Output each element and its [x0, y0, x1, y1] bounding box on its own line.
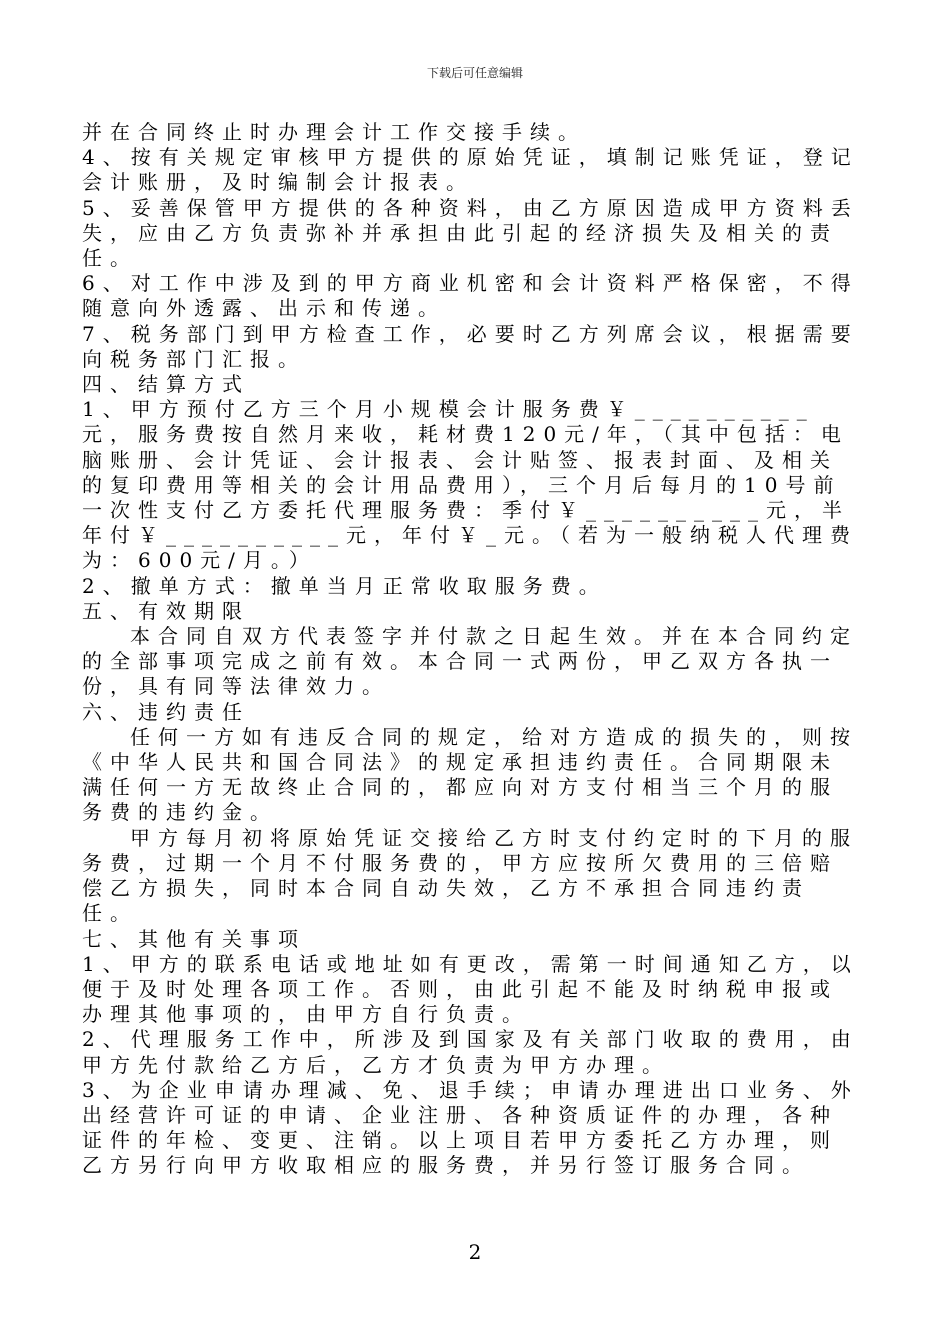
section-heading-breach: 六、违约责任 [82, 699, 250, 724]
section-heading-validity: 五、有效期限 [82, 598, 250, 623]
section-heading-settlement: 四、结算方式 [82, 372, 250, 397]
page-number: 2 [468, 1240, 482, 1264]
clause-6: 6、对工作中涉及到的甲方商业机密和会计资料严格保密，不得随意向外透露、出示和传递。 [82, 271, 859, 321]
paragraph: 并在合同终止时办理会计工作交接手续。 [82, 120, 586, 144]
other-clause-3: 3、为企业申请办理减、免、退手续；申请办理进出口业务、外出经营许可证的申请、企业注册、各种资质证件的办理，各种证件的年检、变更、注销。以上项目若甲方委托乙方办理，则乙方另行向甲方收取相应的服务费，并另行签订服务合同。 [82, 1077, 859, 1178]
clause-5: 5、妥善保管甲方提供的各种资料，由乙方原因造成甲方资料丢失，应由乙方负责弥补并承担由此引起的经济损失及相关的责任。 [82, 195, 859, 271]
clause-7: 7、税务部门到甲方检查工作，必要时乙方列席会议，根据需要向税务部门汇报。 [82, 321, 859, 371]
other-clause-2: 2、代理服务工作中，所涉及到国家及有关部门收取的费用，由甲方先付款给乙方后，乙方才负责为甲方办理。 [82, 1027, 859, 1077]
breach-paragraph-2: 甲方每月初将原始凭证交接给乙方时支付约定时的下月的服务费，过期一个月不付服务费的，甲方应按所欠费用的三倍赔偿乙方损失，同时本合同自动失效，乙方不承担合同违约责任。 [82, 825, 858, 926]
clause-4: 4、按有关规定审核甲方提供的原始凭证，填制记账凭证，登记会计账册，及时编制会计报表。 [82, 145, 859, 195]
page-header: 下载后可任意编辑 [426, 66, 523, 80]
settlement-clause-1: 1、甲方预付乙方三个月小规模会计服务费￥__________元，服务费按自然月来收，耗材费120元/年，（其中包括：电脑账册、会计凭证、会计报表、会计贴签、报表封面、及相关的复印费用等相关的会计用品费用），三个月后每月的10号前一次性支付乙方委托代理服务费：季付￥__________元，半年付￥__________元，年付￥_元。（若为一般纳税人代理费为：600元/月。） [82, 397, 858, 573]
validity-paragraph: 本合同自双方代表签字并付款之日起生效。并在本合同约定的全部事项完成之前有效。本合同一式两份，甲乙双方各执一份，具有同等法律效力。 [82, 624, 858, 699]
section-heading-other: 七、其他有关事项 [82, 926, 306, 951]
breach-paragraph-1: 任何一方如有违反合同的规定，给对方造成的损失的，则按《中华人民共和国合同法》的规定承担违约责任。合同期限未满任何一方无故终止合同的，都应向对方支付相当三个月的服务费的违约金。 [82, 724, 858, 825]
settlement-clause-2: 2、撤单方式：撤单当月正常收取服务费。 [82, 573, 607, 598]
other-clause-1: 1、甲方的联系电话或地址如有更改，需第一时间通知乙方，以便于及时处理各项工作。否则，由此引起不能及时纳税申报或办理其他事项的，由甲方自行负责。 [82, 951, 859, 1027]
document-body [82, 120, 860, 1179]
